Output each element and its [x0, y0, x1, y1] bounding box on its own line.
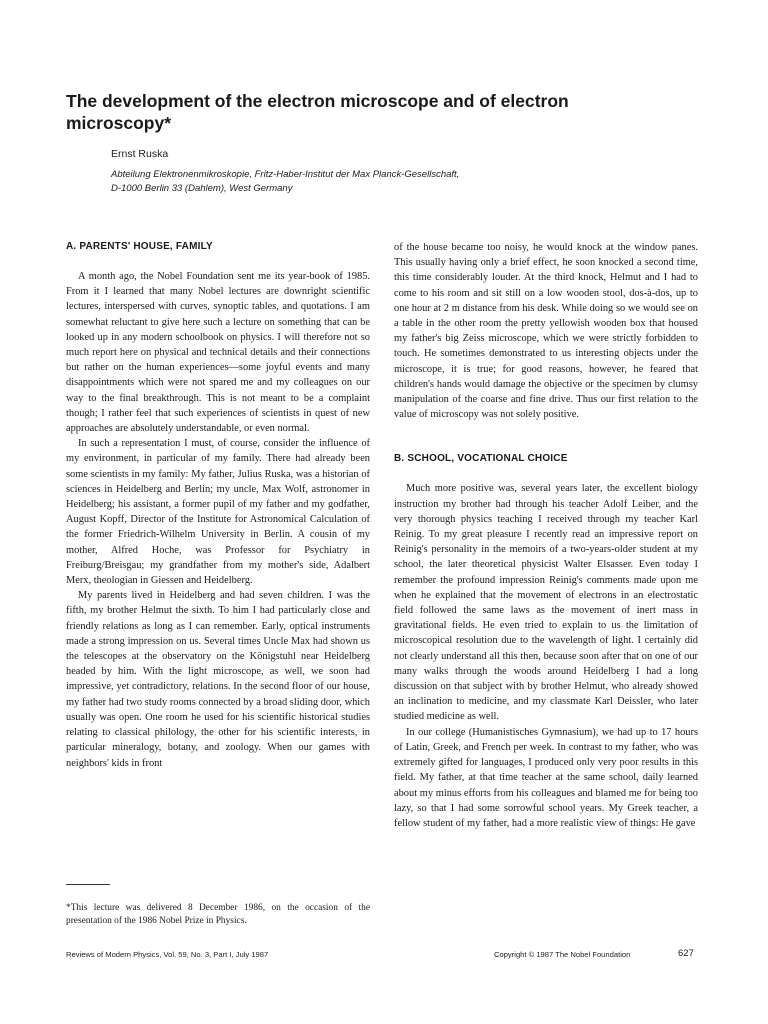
paper-title: The development of the electron microscope and of electron microscopy* — [66, 91, 569, 133]
body-paragraph: In such a representation I must, of course, consider the influence of my environment, in particular of my family. There had already been some scientists in my family: My father, Julius Ruska, was a historian of sciences in Heidelberg and Berlin; my uncle, Max Wolf, astronomer in Heidelberg; his assistant, a former pupil of my father and my godfather, August Kopff, Director of the Institute for Astronomical Calculation of the former Friedrich-Wilhelm University in Berlin. A cousin of my mother, Alfred Hoche, was Professor for Psychiatry in Freiburg/Breisgau; my grandfather from my mother's side, Adalbert Merx, theologian in Giessen and Heidelberg. — [66, 438, 370, 587]
right-column — [394, 240, 698, 831]
body-paragraph: Much more positive was, several years later, the excellent biology instruction my brother had through his teacher Adolf Leiber, and the very thorough physics teaching I received through my teacher Karl Reinig. To my great pleasure I recently read an impressive report on Reinig's personality in the memoirs of a two-years-older student at my school, the later theoretical physicist Walter Elsasser. Even today I remember the profound impression Reinig's comments made upon me when he explained that the movement of electrons in an electrostatic field followed the same laws as the movement of inert mass in gravitational fields. He even tried to explain to us the limitation of microscopical resolution due to the wavelength of light. I certainly did not clearly understand all this then, because soon after that on one of our many walks through the woods around Heidelberg I had a long discussion on that subject with by brother Helmut, who already showed an inclination to medicine, and my classmate Karl Deissler, who later studied medicine as well. — [394, 483, 698, 723]
body-paragraph: In our college (Humanistisches Gymnasium), we had up to 17 hours of Latin, Greek, and French per week. In contrast to my father, who was extremely gifted for languages, I produced only very poor results in this field. My father, at that time teacher at the same school, daily learned about my minus efforts from his colleagues and blamed me for being too lazy, so that I had some sorrowful school years. My Greek teacher, a fellow student of my father, had a more realistic view of things: He gave — [394, 726, 698, 829]
body-paragraph: A month ago, the Nobel Foundation sent me its year-book of 1985. From it I learned that many Nobel lectures are downright scientific lectures, interspersed with curves, synoptic tables, and quotations. I am somewhat reluctant to give here such a lecture on something that can be looked up in any modern schoolbook on physics. I will therefore not so much report here on physical and technical details and their connections but rather on the human experiences—some joyful events and many disappointments which were not spared me and my colleagues on our way to the final breakthrough. This is not meant to be a complaint though; I rather feel that such experiences of scientists in quest of new approaches are absolutely understandable, or even normal. — [66, 271, 370, 435]
author-name: Ernst Ruska — [111, 148, 169, 160]
copyright-notice: Copyright © 1987 The Nobel Foundation — [494, 950, 631, 959]
section-heading: A. PARENTS' HOUSE, FAMILY — [66, 241, 213, 252]
journal-reference: Reviews of Modern Physics, Vol. 59, No. 3, Part I, July 1987 — [66, 950, 269, 959]
page-number: 627 — [678, 948, 694, 959]
body-paragraph: of the house became too noisy, he would knock at the window panes. This usually having only a brief effect, he soon knocked a second time, this time considerably louder. At the third knock, Helmut and I had to come to his room and sit still on a low wooden stool, dos-à-dos, up to one hour at 2 m distance from his desk. While doing so we would see on a table in the other room the pretty yellowish wooden box that housed my father's big Zeiss microscope, which we were strictly forbidden to touch. He sometimes demonstrated to us interesting objects under the microscope, it is true; for good reasons, however, he feared that children's hands would damage the objective or the specimen by clumsy manipulation of the coarse and fine drive. Thus our first relation to the value of microscopy was not solely positive. — [394, 242, 698, 421]
affiliation-line: Abteilung Elektronenmikroskopie, Fritz-Haber-Institut der Max Planck-Gesellschaft, — [111, 169, 460, 180]
affiliation — [111, 168, 571, 196]
section-heading: B. SCHOOL, VOCATIONAL CHOICE — [394, 453, 568, 465]
footnote-divider — [66, 884, 110, 885]
left-column — [66, 240, 370, 771]
body-paragraph: My parents lived in Heidelberg and had seven children. I was the fifth, my brother Helmut the sixth. To him I had particularly close and friendly relations as long as I can remember. Early, optical instruments made a strong impression on us. Several times Uncle Max had shown us the telescopes at the observatory on the Königstuhl near Heidelberg headed by him. With the light microscope, as well, we soon had impressive, yet contradictory, relations. In the second floor of our house, my father had two study rooms connected by a broad sliding door, which usually was open. One room he used for his scientific historical studies relating to classical philology, the other for his scientific interests, in particular mineralogy, botany, and zoology. When our games with neighbors' kids in front — [66, 590, 370, 769]
affiliation-line: D-1000 Berlin 33 (Dahlem), West Germany — [111, 183, 293, 194]
footnote: *This lecture was delivered 8 December 1986, on the occasion of the presentation of the 1986 Nobel Prize in Physics. — [66, 903, 370, 926]
